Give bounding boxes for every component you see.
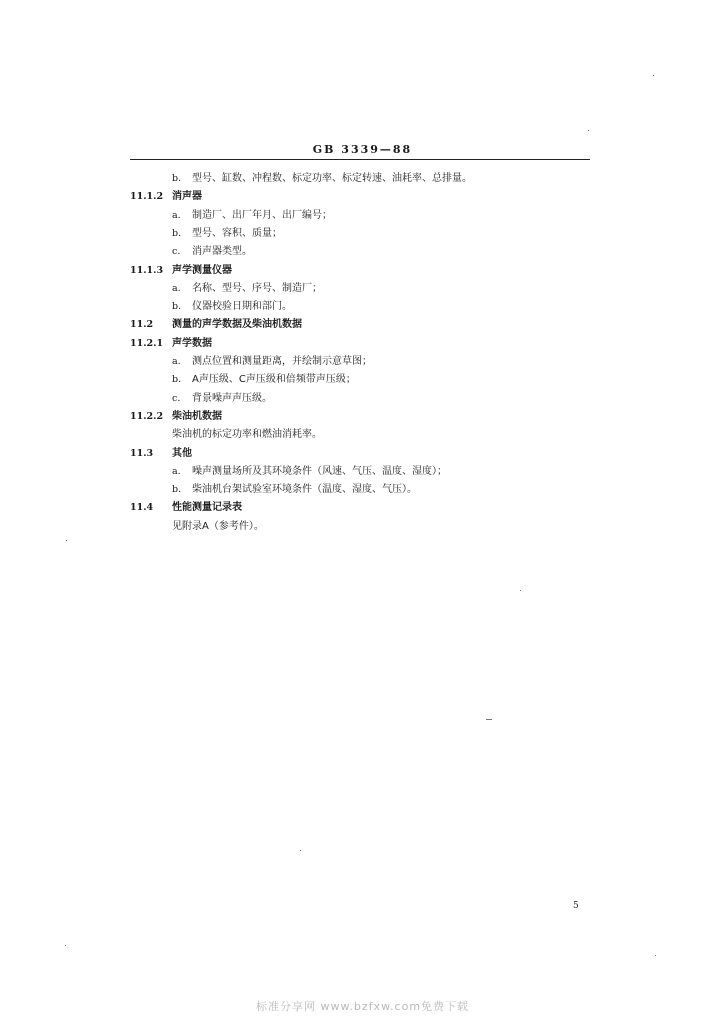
document-line (130, 300, 292, 314)
clause-number: 11.2 (130, 319, 154, 330)
clause-number: 11.1.3 (130, 265, 164, 276)
clause-number: 11.2.2 (130, 411, 164, 422)
item-text: 型号、缸数、冲程数、标定功率、标定转速、油耗率、总排量。 (192, 173, 472, 184)
item-marker: b. (172, 484, 182, 495)
clause-number: 11.4 (130, 502, 154, 513)
document-line (130, 501, 242, 515)
section-heading: 柴油机数据 (172, 411, 222, 422)
document-line (130, 520, 264, 534)
section-heading: 测量的声学数据及柴油机数据 (172, 319, 302, 330)
item-marker: a. (172, 356, 181, 367)
item-text: 测点位置和测量距离，并绘制示意草图； (192, 356, 372, 367)
item-text: 见附录A（参考件）。 (172, 521, 264, 532)
item-marker: b. (172, 173, 182, 184)
item-text: 名称、型号、序号、制造厂； (192, 283, 322, 294)
item-text: A声压级、C声压级和倍频带声压级； (192, 374, 356, 385)
section-heading: 性能测量记录表 (172, 502, 242, 513)
standard-number-header: GB 3339—88 (312, 143, 413, 156)
page-number: 5 (573, 901, 579, 911)
item-marker: b. (172, 228, 182, 239)
document-line (130, 410, 222, 424)
document-line (130, 318, 302, 332)
item-text: 柴油机的标定功率和燃油消耗率。 (172, 429, 322, 440)
item-marker: c. (172, 393, 181, 404)
item-marker: a. (172, 283, 181, 294)
item-marker: b. (172, 301, 182, 312)
watermark-footer: 标准分享网 www.bzfxw.com免费下载 (255, 1000, 470, 1013)
item-text: 消声器类型。 (192, 246, 252, 257)
item-text: 柴油机台架试验室环境条件（温度、湿度、气压）。 (192, 484, 417, 495)
item-text: 噪声测量场所及其环境条件（风速、气压、温度、湿度）； (192, 466, 447, 477)
clause-number: 11.1.2 (130, 191, 164, 202)
document-line (130, 483, 417, 497)
clause-number: 11.2.1 (130, 338, 164, 349)
clause-number: 11.3 (130, 448, 154, 459)
document-line (130, 373, 356, 387)
document-line (130, 190, 202, 204)
section-heading: 声学数据 (172, 338, 212, 349)
item-text: 制造厂、出厂年月、出厂编号； (192, 210, 332, 221)
document-line (130, 227, 282, 241)
header-rule (130, 159, 590, 160)
document-line (130, 337, 212, 351)
document-line (130, 355, 372, 369)
item-marker: a. (172, 210, 181, 221)
item-marker: b. (172, 374, 182, 385)
document-line (130, 209, 332, 223)
document-line (130, 447, 192, 461)
section-heading: 其他 (172, 448, 192, 459)
document-line (130, 282, 322, 296)
item-text: 背景噪声声压级。 (192, 393, 272, 404)
document-line (130, 264, 232, 278)
section-heading: 声学测量仪器 (172, 265, 232, 276)
document-line (130, 245, 252, 259)
document-line (130, 172, 472, 186)
item-marker: a. (172, 466, 181, 477)
section-heading: 消声器 (172, 191, 202, 202)
item-text: 仪器校验日期和部门。 (192, 301, 292, 312)
item-text: 型号、容积、质量； (192, 228, 282, 239)
item-marker: c. (172, 246, 181, 257)
document-line (130, 392, 272, 406)
document-line (130, 428, 322, 442)
document-line (130, 465, 447, 479)
